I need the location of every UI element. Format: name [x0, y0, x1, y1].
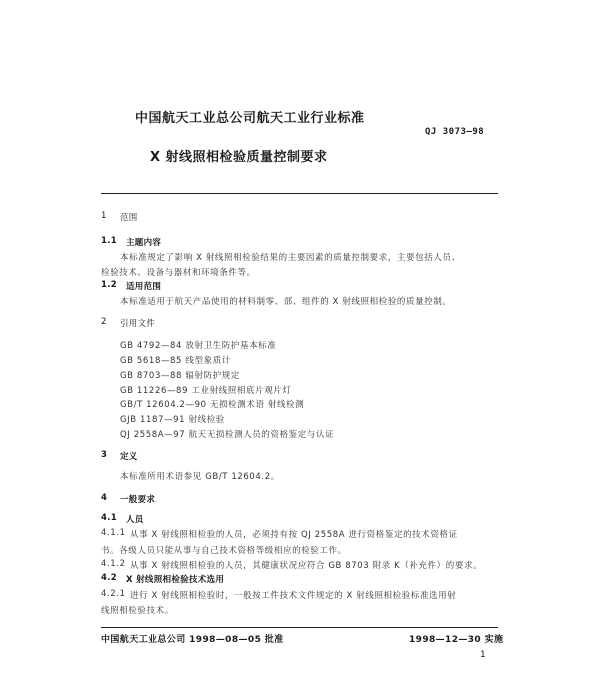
section-1-1-text-line1: 本标准规定了影响 X 射线照相检验结果的主要因素的质量控制要求，主要包括人员、: [120, 253, 461, 263]
effective-date: 1998—12—30 实施: [409, 635, 504, 645]
section-4-1-2-text-line1: 从事 X 射线照相检验的人员，其健康状况应符合 GB 8703 附录 K（补充件）的要求。: [130, 561, 483, 571]
reference-item: GB 8703—88 辐射防护规定: [120, 371, 240, 381]
section-4-title: 一般要求: [120, 495, 156, 505]
section-4-1-number: 4.1: [101, 513, 117, 523]
section-3-text-line1: 本标准所用术语参见 GB/T 12604.2。: [120, 472, 280, 482]
reference-item: GJB 1187—91 射线检验: [120, 415, 225, 425]
section-1-2-title: 适用范围: [126, 282, 162, 292]
section-1-1-text-line2: 检验技术、设备与器材和环境条件等。: [101, 268, 256, 278]
reference-item: GB/T 12604.2—90 无损检测术语 射线检测: [120, 400, 305, 410]
section-3-number: 3: [101, 450, 108, 460]
section-4-number: 4: [101, 493, 108, 503]
header-rule: [101, 193, 498, 194]
section-4-2-title: X 射线照相检验技术选用: [126, 575, 225, 585]
section-4-1-2-number: 4.1.2: [101, 559, 126, 569]
reference-item: GB 4792—84 放射卫生防护基本标准: [120, 341, 277, 351]
section-4-2-1-number: 4.2.1: [101, 589, 126, 599]
section-4-2-1-text-line2: 线照相检验技术。: [101, 606, 174, 616]
section-2-number: 2: [101, 317, 107, 327]
section-1-number: 1: [101, 211, 107, 221]
footer-rule: [101, 627, 498, 628]
section-3-title: 定义: [120, 452, 138, 462]
section-4-1-1-text-line2: 书。各级人员只能从事与自己技术资格等级相应的检验工作。: [101, 546, 347, 556]
standard-number: QJ 3073—98: [425, 127, 485, 137]
reference-item: GB 5618—85 线型象质计: [120, 356, 231, 366]
section-1-2-number: 1.2: [101, 280, 117, 290]
issued-by-date: 中国航天工业总公司 1998—08—05 批准: [101, 635, 284, 645]
section-2-title: 引用文件: [120, 319, 156, 329]
section-4-1-title: 人员: [126, 515, 144, 525]
section-4-1-1-text-line1: 从事 X 射线照相检验的人员，必须持有按 QJ 2558A 进行资格鉴定的技术资格证: [130, 530, 458, 540]
org-title: 中国航天工业总公司航天工业行业标准: [135, 111, 365, 126]
reference-item: QJ 2558A—97 航天无损检测人员的资格鉴定与认证: [120, 430, 335, 440]
document-title: X 射线照相检验质量控制要求: [150, 150, 328, 165]
section-1-1-number: 1.1: [101, 236, 117, 246]
section-4-2-number: 4.2: [101, 573, 117, 583]
page-number: 1: [480, 650, 486, 660]
reference-item: GB 11226—89 工业射线照相底片观片灯: [120, 386, 292, 396]
section-1-title: 范围: [120, 213, 138, 223]
section-1-1-title: 主题内容: [126, 238, 162, 248]
section-4-1-1-number: 4.1.1: [101, 528, 126, 538]
section-4-2-1-text-line1: 进行 X 射线照相检验时，一般按工件技术文件规定的 X 射线照相检验标准选用射: [130, 591, 457, 601]
section-1-2-text-line1: 本标准适用于航天产品使用的材料制零、部、组件的 X 射线照相检验的质量控制。: [120, 297, 452, 307]
